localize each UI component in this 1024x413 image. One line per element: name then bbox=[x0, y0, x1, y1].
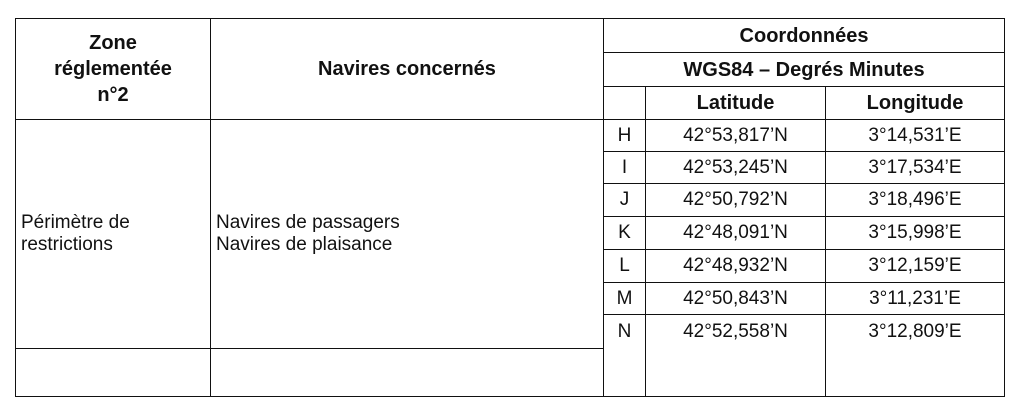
point-lat-j-label: 42°50,792’N bbox=[683, 189, 788, 210]
point-id-i-label: I bbox=[621, 156, 628, 178]
point-lat-n-label: 42°52,558’N bbox=[683, 321, 788, 342]
point-lat-i bbox=[645, 151, 826, 184]
point-lat-l-label: 42°48,932’N bbox=[683, 255, 788, 276]
point-lat-k-label: 42°48,091’N bbox=[683, 222, 788, 243]
point-lat-h bbox=[645, 119, 826, 152]
header-longitude bbox=[825, 86, 1005, 120]
zone-cell bbox=[15, 119, 211, 349]
zone-label-line1: Périmètre de bbox=[21, 212, 130, 233]
point-lat-m bbox=[645, 282, 826, 315]
point-lat-i-label: 42°53,245’N bbox=[683, 156, 788, 178]
point-id-l-label: L bbox=[619, 255, 630, 276]
point-lat-j bbox=[645, 183, 826, 217]
navires-empty-cell bbox=[210, 348, 604, 397]
point-id-n-label: N bbox=[617, 321, 632, 342]
navires-cell bbox=[210, 119, 604, 349]
point-lon-n-label: 3°12,809’E bbox=[868, 321, 962, 342]
point-lat-k bbox=[645, 216, 826, 250]
point-lat-h-label: 42°53,817’N bbox=[683, 124, 788, 146]
header-zone bbox=[15, 18, 211, 120]
point-id-k bbox=[603, 216, 646, 250]
navires-item-1: Navires de passagers bbox=[216, 212, 400, 233]
point-lon-l bbox=[825, 249, 1005, 283]
point-lat-n bbox=[645, 314, 826, 397]
point-lon-k bbox=[825, 216, 1005, 250]
point-id-l bbox=[603, 249, 646, 283]
point-id-m-label: M bbox=[616, 287, 633, 309]
point-lon-j-label: 3°18,496’E bbox=[868, 189, 962, 210]
point-id-j bbox=[603, 183, 646, 217]
zone-empty-cell bbox=[15, 348, 211, 397]
header-zone-line2: réglementée bbox=[54, 58, 172, 80]
header-zone-line3: n°2 bbox=[97, 84, 129, 106]
point-lon-m bbox=[825, 282, 1005, 315]
point-id-n bbox=[603, 314, 646, 397]
point-lon-j bbox=[825, 183, 1005, 217]
header-system bbox=[603, 52, 1005, 87]
point-lon-n bbox=[825, 314, 1005, 397]
point-id-j-label: J bbox=[619, 189, 630, 210]
point-lon-i-label: 3°17,534’E bbox=[868, 156, 962, 178]
point-id-h-label: H bbox=[617, 124, 632, 146]
header-navires-label: Navires concernés bbox=[318, 58, 496, 80]
header-navires bbox=[210, 18, 604, 120]
header-latitude-label: Latitude bbox=[696, 92, 775, 114]
point-id-m bbox=[603, 282, 646, 315]
point-id-h bbox=[603, 119, 646, 152]
point-lon-k-label: 3°15,998’E bbox=[868, 222, 962, 243]
point-lat-m-label: 42°50,843’N bbox=[683, 287, 788, 309]
point-lon-l-label: 3°12,159’E bbox=[868, 255, 962, 276]
coordinates-table bbox=[15, 18, 1005, 397]
point-id-i bbox=[603, 151, 646, 184]
point-id-k-label: K bbox=[618, 222, 631, 243]
header-coordonnees bbox=[603, 18, 1005, 53]
point-lon-h-label: 3°14,531’E bbox=[868, 124, 962, 146]
point-lon-m-label: 3°11,231’E bbox=[869, 287, 961, 309]
header-coordonnees-label: Coordonnées bbox=[739, 24, 869, 47]
zone-label-line2: restrictions bbox=[21, 234, 113, 255]
header-system-label: WGS84 – Degrés Minutes bbox=[683, 58, 925, 81]
point-lon-i bbox=[825, 151, 1005, 184]
header-zone-line1: Zone bbox=[89, 32, 137, 54]
point-lon-h bbox=[825, 119, 1005, 152]
header-id-blank bbox=[603, 86, 646, 120]
header-latitude bbox=[645, 86, 826, 120]
point-lat-l bbox=[645, 249, 826, 283]
header-longitude-label: Longitude bbox=[866, 92, 964, 114]
navires-item-2: Navires de plaisance bbox=[216, 234, 393, 255]
